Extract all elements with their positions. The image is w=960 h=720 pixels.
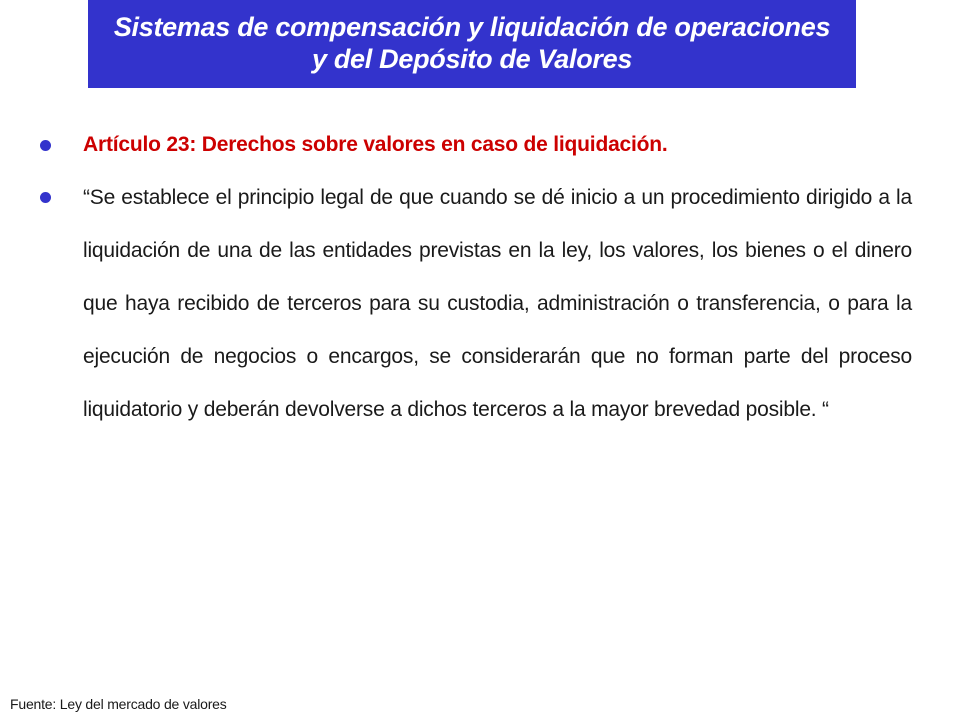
bullet-dot-icon: [40, 140, 51, 151]
bullet-item-quote: [40, 182, 912, 436]
bullet-dot-icon: [40, 192, 51, 203]
source-footer: Fuente: Ley del mercado de valores: [10, 696, 227, 712]
article-heading: Artículo 23: Derechos sobre valores en caso de liquidación.: [83, 133, 668, 156]
title-banner: [88, 0, 856, 88]
slide-content: [40, 130, 912, 436]
bullet-item-heading: [40, 130, 912, 160]
article-quote: “Se establece el principio legal de que cuando se dé inicio a un procedimiento dirigido a la liquidación de una de las entidades previstas en la ley, los valores, los bienes o el dinero que haya recibido de terceros para su custodia, administración o transferencia, o para la ejecución de negocios o encargos, se considerarán que no forman parte del proceso liquidatorio y deberán devolverse a dichos terceros a la mayor brevedad posible. “: [83, 186, 912, 421]
slide-title: Sistemas de compensación y liquidación de operaciones y del Depósito de Valores: [113, 12, 831, 74]
